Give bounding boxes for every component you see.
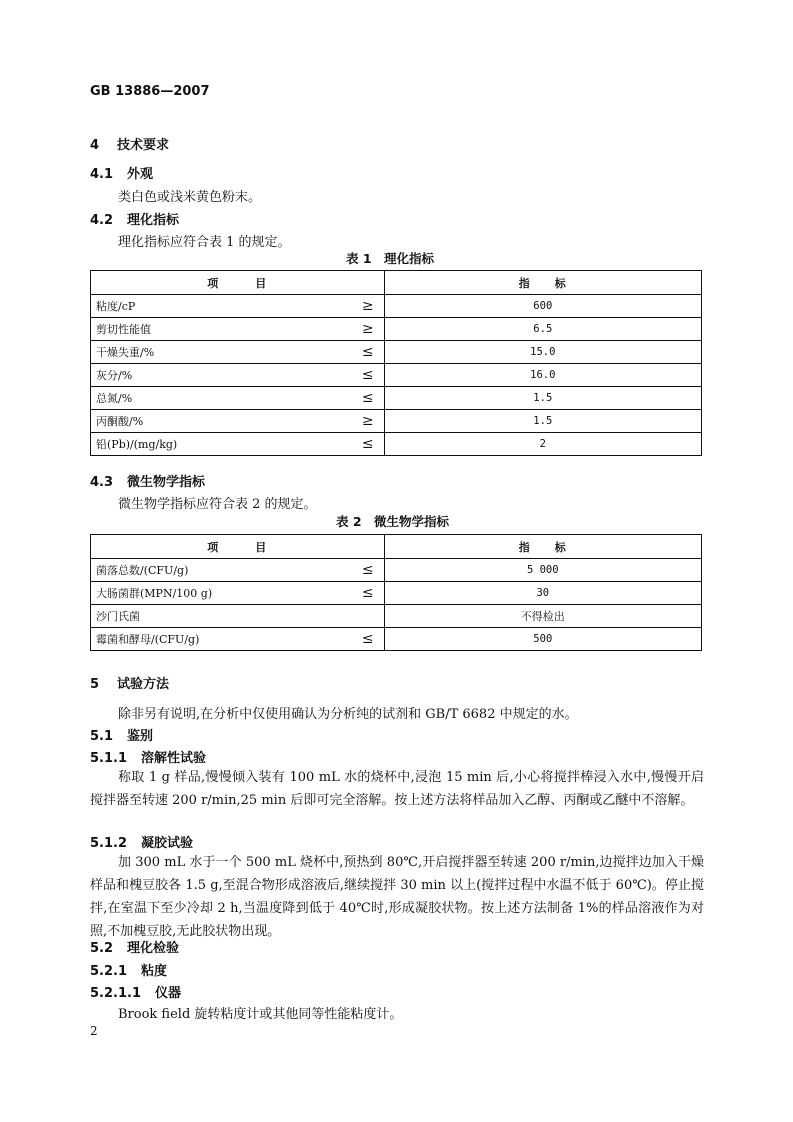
row-value: 600 [384,295,701,318]
table-row [91,582,702,605]
row-name: 灰分/% [91,364,321,387]
table-row [91,410,702,433]
section-title: 技术要求 [117,138,170,153]
section-4-2-heading [90,209,179,228]
header-item: 项 目 [91,535,385,559]
appearance-text: 类白色或浅米黄色粉末。 [118,190,262,205]
table-header-row [91,271,702,295]
header-index: 指 标 [384,535,701,559]
standard-number: GB 13886—2007 [90,84,210,99]
table-row [91,433,702,456]
table-row [91,295,702,318]
section-5-heading [90,673,169,692]
section-number: 4.1 [90,167,114,182]
row-value: 5 000 [384,559,701,582]
physchem-intro-text: 理化指标应符合表 1 的规定。 [118,235,291,250]
table-row [91,364,702,387]
row-relation: ≤ [320,582,384,605]
row-value: 6.5 [384,318,701,341]
section-5-1-2-heading [90,832,193,851]
instrument-text: Brook field 旋转粘度计或其他同等性能粘度计。 [118,1007,403,1022]
section-5-2-heading [90,937,179,956]
header-index: 指 标 [384,271,701,295]
table-row [91,628,702,651]
row-name: 沙门氏菌 [91,605,321,628]
row-name: 大肠菌群(MPN/100 g) [91,582,321,605]
section-4-heading [90,134,169,153]
row-value: 30 [384,582,701,605]
row-name: 干燥失重/% [91,341,321,364]
solubility-test-text: 称取 1 g 样品,慢慢倾入装有 100 mL 水的烧杯中,浸泡 15 min 后,小心将搅拌棒浸入水中,慢慢开启搅拌器至转速 200 r/min,25 min 后即可完全溶解。按上述方法将样品加入乙醇、丙酮或乙醚中不溶解。 [90,770,704,808]
row-relation: ≥ [320,410,384,433]
section-title: 粘度 [141,964,168,979]
table-row [91,318,702,341]
row-name: 剪切性能值 [91,318,321,341]
micro-intro-text: 微生物学指标应符合表 2 的规定。 [118,497,317,512]
row-value: 1.5 [384,387,701,410]
row-value: 16.0 [384,364,701,387]
section-5-1-heading [90,725,153,744]
table-header-row [91,535,702,559]
row-relation: ≤ [320,559,384,582]
section-number: 5 [90,677,100,692]
section-number: 4 [90,138,100,153]
row-name: 铅(Pb)/(mg/kg) [91,433,321,456]
section-title: 凝胶试验 [141,836,194,851]
row-relation: ≥ [320,318,384,341]
row-relation: ≤ [320,364,384,387]
section-5-1-1-heading [90,747,206,766]
section-title: 仪器 [155,986,182,1001]
section-number: 5.2 [90,941,114,956]
row-relation: ≥ [320,295,384,318]
row-value: 500 [384,628,701,651]
section-title: 微生物学指标 [127,475,206,490]
row-relation: ≤ [320,433,384,456]
row-value: 15.0 [384,341,701,364]
section-4-1-heading [90,163,153,182]
page-number: 2 [90,1024,98,1038]
section-5-2-1-1-heading [90,982,181,1001]
row-name: 霉菌和酵母/(CFU/g) [91,628,321,651]
table-row [91,559,702,582]
table-row [91,605,702,628]
table-row [91,387,702,410]
table-row [91,341,702,364]
section-number: 5.2.1 [90,964,128,979]
section-title: 溶解性试验 [141,751,207,766]
row-relation: ≤ [320,628,384,651]
section-number: 5.1.1 [90,751,128,766]
section-4-3-heading [90,471,205,490]
row-value: 1.5 [384,410,701,433]
section-5-2-1-heading [90,960,167,979]
gel-test-text: 加 300 mL 水于一个 500 mL 烧杯中,预热到 80℃,开启搅拌器至转速 200 r/min,边搅拌边加入干燥样品和槐豆胶各 1.5 g,至混合物形成溶液后,继续搅拌 30 min 以上(搅拌过程中水温不低于 60℃)。停止搅拌,在室温下至少冷却 2 h,当温度降到低于 40℃时,形成凝胶状物。按上述方法制备 1%的样品溶液作为对照,不加槐豆胶,无此胶状物出现。 [90,855,704,939]
table-2 [90,534,702,651]
row-name: 粘度/cP [91,295,321,318]
section-title: 鉴别 [127,729,154,744]
table-2-caption: 表 2 微生物学指标 [336,514,450,529]
section-title: 理化检验 [127,941,180,956]
section-number: 5.1 [90,729,114,744]
header-item: 项 目 [91,271,385,295]
row-name: 丙酮酸/% [91,410,321,433]
section-number: 4.3 [90,475,114,490]
section-number: 4.2 [90,213,114,228]
row-relation: ≤ [320,387,384,410]
row-name: 总氮/% [91,387,321,410]
row-value: 2 [384,433,701,456]
table-1 [90,270,702,456]
row-relation [320,605,384,628]
section-title: 试验方法 [117,677,170,692]
section-title: 外观 [127,167,154,182]
section-title: 理化指标 [127,213,180,228]
row-value: 不得检出 [384,605,701,628]
row-name: 菌落总数/(CFU/g) [91,559,321,582]
section-number: 5.2.1.1 [90,986,141,1001]
table-1-caption: 表 1 理化指标 [346,251,435,266]
row-relation: ≤ [320,341,384,364]
section-number: 5.1.2 [90,836,128,851]
test-method-intro: 除非另有说明,在分析中仅使用确认为分析纯的试剂和 GB/T 6682 中规定的水。 [118,707,578,722]
